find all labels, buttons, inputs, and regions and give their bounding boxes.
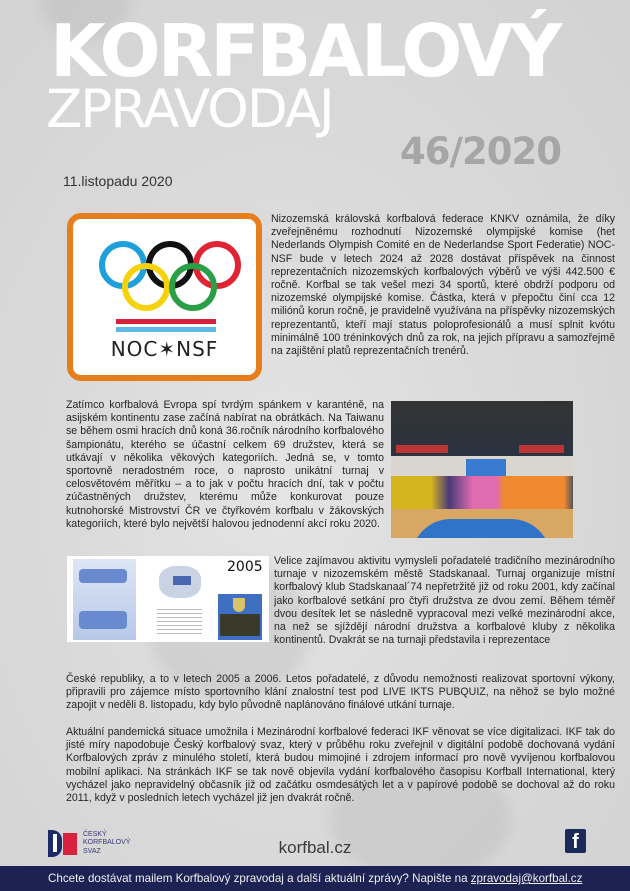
- logo-line-2: KORFBALOVÝ: [83, 839, 131, 847]
- email-link[interactable]: zpravodaj@korfbal.cz: [470, 872, 583, 885]
- article-stadskanaal-text-top: Velice zajímavou aktivitu vymysleli pořadatelé tradičního mezinárodního turnaje v nizozemském městě Stadskanaal. Turnaj organizuje místní korfbalový klub Stadskanaal´74 nepřetržitě již od roku 2001, kdy začínal jako korfbalové setkání pro čtyři družstva ze dvou zemí. Během téměř dvou desítek let se následně vypracoval mezi velké mezinárodní akce, na než se sjíždějí národní družstva a korfbalové kluby z několika kontinentů. Dvakrát se na turnaji představila i reprezentace: [274, 555, 615, 647]
- logo-line-3: SVAZ: [83, 847, 101, 855]
- taiwan-tournament-photo: [391, 401, 573, 538]
- newsletter-title: KORFBALOVÝ: [50, 9, 560, 93]
- newsletter-subtitle: ZPRAVODAJ: [46, 79, 333, 140]
- blue-stripe: [116, 327, 216, 332]
- subscribe-text: Chcete dostávat mailem Korfbalový zpravodaj a další aktuální zprávy? Napište na: [48, 872, 471, 885]
- olympic-rings-icon: [95, 239, 245, 311]
- issue-number: 46/2020: [400, 130, 561, 173]
- article-stadskanaal-text-bottom: České republiky, a to v letech 2005 a 2006. Letos pořadatelé, z důvodu nemožnosti realizovat sportovní výkony, připravili pro zájemce místo sportovního klání znalostní test pod LIVE IKTS PUBQUIZ, na něhož se bylo možné zapojit v neděli 8. listopadu, kdy bylo původně naplánováno finálové utkání turnaje.: [66, 673, 615, 712]
- noc-nsf-caption: NOC✶NSF: [110, 337, 219, 361]
- article-knkv-text: Nizozemská královská korfbalová federace KNKV oznámila, že díky zveřejněnému rozhodnutí Nizozemské olympijské komise (het Nederlands Olympish Comité en de Nederlandse Sport Federatie) NOC-NSF bude v letech 2024 až 2028 dostávat příspěvek na činnost reprezentačních nizozemských korfbalových výběrů ve výši 442.500 € ročně. Korfbal se tak vešel mezi 34 sportů, které obdrží podporu od nizozemské olympijské komise. Částka, která v přepočtu činí cca 12 miliónů korun ročně, je pravidelně využívána na příspěvky nizozemských reprezentantů, kteří mají status poloprofesionálů a musí splnit kvótu minimálně 100 tréninkových dnů za rok, na jejich přípravu a samozřejmě na zajištění platů reprezentačních trenérů.: [271, 213, 615, 358]
- year-label: 2005: [227, 559, 263, 575]
- article-taiwan-text: Zatímco korfbalová Evropa spí tvrdým spánkem v karanténě, na asijském kontinentu zase začíná nabírat na obrátkách. Na Taiwanu se během osmi hracích dnů koná 36.ročník národního korfbalového šampionátu, kterého se účastní celkem 69 družstev, která se utkávají v několika věkových kategoriích. Jedná se, v tomto sportovně neradostném roce, o naprosto unikátní turnaj v celosvětovém měřítku – a to jak v počtu hracích dní, tak v počtu zúčastněných družstev, kterému může konkurovat pouze kutnohorské Mistrovství ČR ve čtyřkovém korfbalu v žákovských kategoriích, které bylo největší halovou jednodenní akcí roku 2020.: [66, 399, 384, 530]
- facebook-icon[interactable]: f: [565, 829, 586, 853]
- stadskanaal-tournament-collage: [67, 556, 269, 642]
- issue-date: 11.listopadu 2020: [63, 173, 173, 189]
- red-stripe: [116, 319, 216, 324]
- article-ikf-text: Aktuální pandemická situace umožnila i Mezinárodní korfbalové federaci IKF věnovat se více digitalizaci. IKF tak do jisté míry napodobuje Český korfbalový svaz, který v průběhu roku zveřejnil v digitální podobě dochovaná vydání Korfbalových zpráv z minulého století, která budou mimojiné i zdrojem informací pro nově vyvíjenou korfbalovou mobilní aplikaci. Na stránkách IKF se tak nově objevila vydání korfbalového časopisu Korfball International, který vycházel jako nepravidelný občasník již od začátku osmdesátých let a v papírové podobě se dochoval až do roku 2011, když v posledních letech vycházel již jen dvakrát ročně.: [66, 726, 615, 805]
- noc-nsf-logo: [67, 213, 262, 381]
- website-link[interactable]: korfbal.cz: [278, 838, 352, 857]
- subscribe-banner: [0, 866, 630, 891]
- logo-line-1: ČESKÝ: [83, 830, 107, 838]
